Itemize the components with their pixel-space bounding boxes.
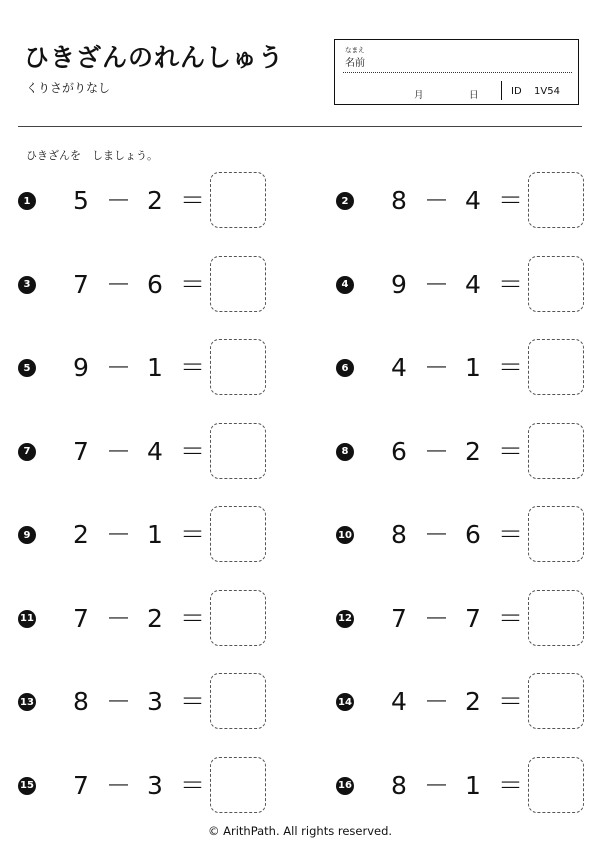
equals-sign: ＝ [180, 436, 206, 466]
worksheet-title: ひきざんのれんしゅう [24, 43, 285, 72]
minuend: 7 [73, 770, 89, 800]
minuend: 8 [391, 186, 407, 215]
subtrahend: 1 [147, 520, 163, 549]
id-label: ID [511, 86, 522, 97]
minus-sign: － [106, 770, 132, 800]
answer-box[interactable] [210, 590, 266, 646]
equals-sign: ＝ [180, 603, 206, 633]
name-furigana: なまえ [345, 46, 365, 54]
problem-number-badge: 5 [18, 359, 36, 377]
minuend: 9 [73, 353, 89, 382]
subtrahend: 3 [147, 770, 163, 800]
subtrahend: 6 [147, 269, 163, 299]
answer-box[interactable] [210, 256, 266, 312]
minuend: 7 [73, 436, 89, 466]
problem-number-badge: 6 [336, 359, 354, 377]
problem-number-badge: 3 [18, 276, 36, 294]
minus-sign: － [106, 520, 132, 549]
subtrahend: 7 [465, 603, 481, 633]
equals-sign: ＝ [180, 687, 206, 716]
minus-sign: － [106, 353, 132, 382]
answer-box[interactable] [210, 423, 266, 479]
equals-sign: ＝ [180, 353, 206, 382]
instruction-text: ひきざんを しましょう。 [26, 149, 158, 162]
minuend: 2 [73, 520, 89, 549]
answer-box[interactable] [528, 757, 584, 813]
subtrahend: 3 [147, 687, 163, 716]
equals-sign: ＝ [180, 520, 206, 549]
answer-box[interactable] [528, 256, 584, 312]
answer-box[interactable] [210, 757, 266, 813]
subtrahend: 1 [465, 770, 481, 800]
minus-sign: － [106, 186, 132, 215]
copyright-footer: © ArithPath. All rights reserved. [207, 824, 393, 838]
minus-sign: － [424, 520, 450, 549]
subtrahend: 2 [147, 186, 163, 215]
subtrahend: 4 [465, 269, 481, 299]
problem-number-badge: 11 [18, 610, 36, 628]
worksheet-subtitle: くりさがりなし [26, 81, 111, 95]
equals-sign: ＝ [180, 186, 206, 215]
subtrahend: 4 [465, 186, 481, 215]
problem-number-badge: 8 [336, 443, 354, 461]
minuend: 7 [391, 603, 407, 633]
problem-number-badge: 7 [18, 443, 36, 461]
equals-sign: ＝ [498, 353, 524, 382]
month-label: 月 [414, 90, 424, 101]
minuend: 8 [391, 770, 407, 800]
minuend: 6 [391, 436, 407, 466]
equals-sign: ＝ [498, 186, 524, 215]
equals-sign: ＝ [498, 770, 524, 800]
answer-box[interactable] [528, 423, 584, 479]
equals-sign: ＝ [498, 687, 524, 716]
equals-sign: ＝ [498, 436, 524, 466]
equals-sign: ＝ [498, 603, 524, 633]
minus-sign: － [424, 687, 450, 716]
answer-box[interactable] [528, 673, 584, 729]
equals-sign: ＝ [498, 269, 524, 299]
answer-box[interactable] [210, 673, 266, 729]
problem-number-badge: 2 [336, 192, 354, 210]
problem-number-badge: 10 [336, 526, 354, 544]
problem-number-badge: 16 [336, 777, 354, 795]
minuend: 9 [391, 269, 407, 299]
answer-box[interactable] [210, 506, 266, 562]
problem-number-badge: 9 [18, 526, 36, 544]
problem-number-badge: 12 [336, 610, 354, 628]
minus-sign: － [106, 436, 132, 466]
minuend: 4 [391, 687, 407, 716]
minuend: 5 [73, 186, 89, 215]
answer-box[interactable] [528, 506, 584, 562]
minuend: 7 [73, 603, 89, 633]
name-label: 名前 [345, 58, 365, 69]
minuend: 4 [391, 353, 407, 382]
answer-box[interactable] [528, 590, 584, 646]
subtrahend: 1 [147, 353, 163, 382]
minus-sign: － [424, 186, 450, 215]
subtrahend: 4 [147, 436, 163, 466]
minus-sign: － [424, 770, 450, 800]
subtrahend: 1 [465, 353, 481, 382]
minus-sign: － [106, 687, 132, 716]
id-value: 1V54 [534, 86, 560, 97]
minus-sign: － [424, 436, 450, 466]
minus-sign: － [106, 269, 132, 299]
problem-number-badge: 14 [336, 693, 354, 711]
day-label: 日 [469, 90, 479, 101]
answer-box[interactable] [210, 339, 266, 395]
problem-number-badge: 4 [336, 276, 354, 294]
answer-box[interactable] [528, 339, 584, 395]
minuend: 8 [73, 687, 89, 716]
subtrahend: 2 [147, 603, 163, 633]
subtrahend: 2 [465, 436, 481, 466]
subtrahend: 6 [465, 520, 481, 549]
equals-sign: ＝ [498, 520, 524, 549]
subtrahend: 2 [465, 687, 481, 716]
problem-number-badge: 1 [18, 192, 36, 210]
problem-number-badge: 13 [18, 693, 36, 711]
answer-box[interactable] [528, 172, 584, 228]
minus-sign: － [106, 603, 132, 633]
problem-number-badge: 15 [18, 777, 36, 795]
answer-box[interactable] [210, 172, 266, 228]
minus-sign: － [424, 353, 450, 382]
equals-sign: ＝ [180, 269, 206, 299]
equals-sign: ＝ [180, 770, 206, 800]
minuend: 7 [73, 269, 89, 299]
minus-sign: － [424, 269, 450, 299]
minuend: 8 [391, 520, 407, 549]
minus-sign: － [424, 603, 450, 633]
